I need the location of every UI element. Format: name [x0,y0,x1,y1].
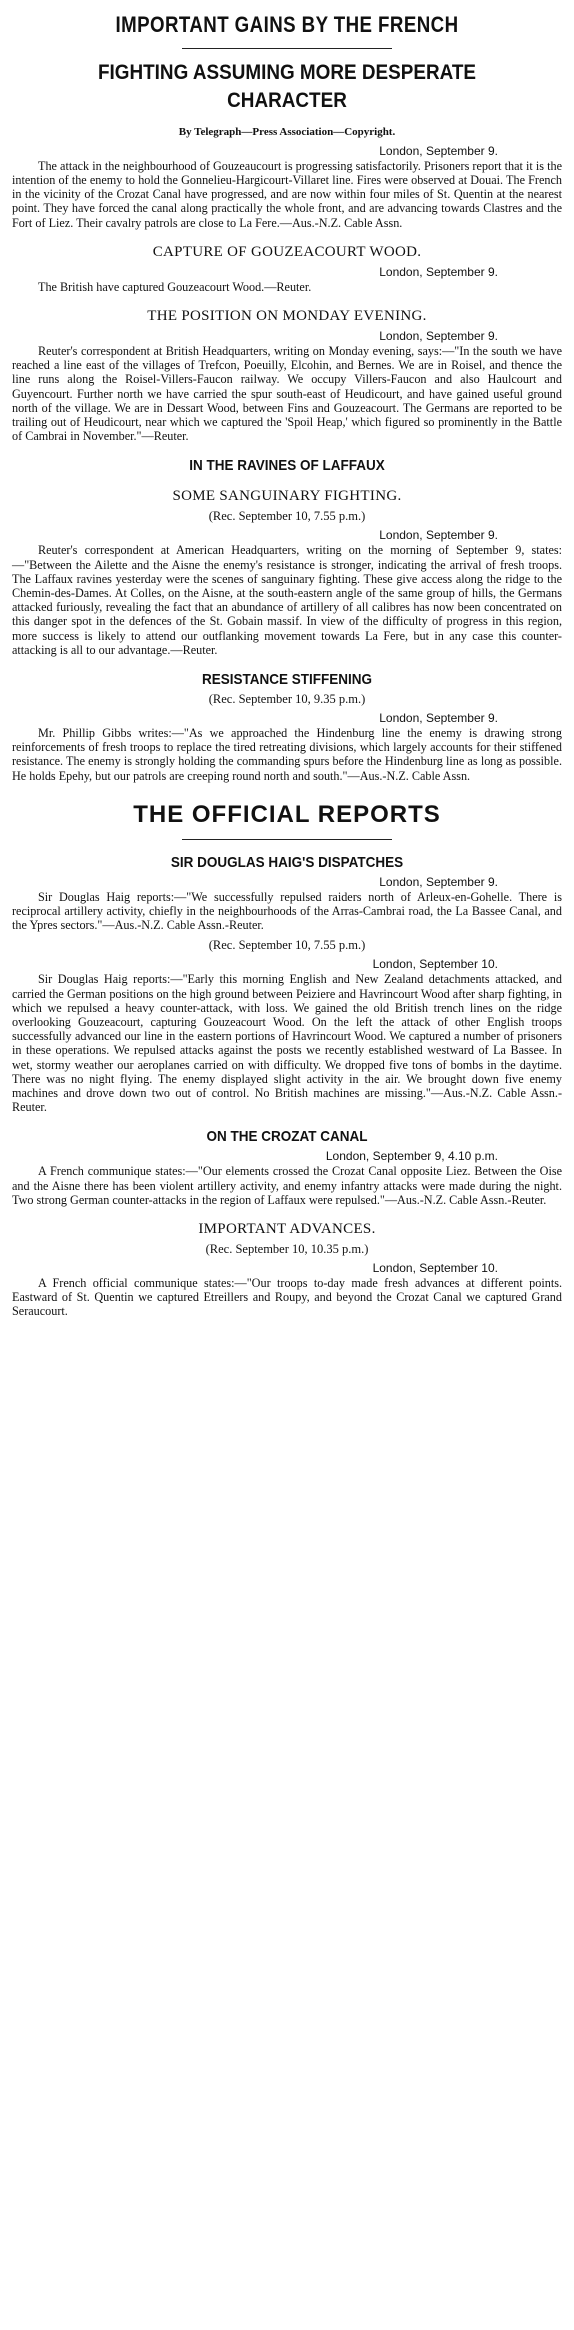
dateline: London, September 10. [372,1261,498,1276]
dateline: London, September 9. [379,874,498,889]
article-body: The British have captured Gouzeacourt Wood.—Reuter. [38,279,312,294]
section-heading: SIR DOUGLAS HAIG'S DISPATCHES [170,853,404,871]
article-haig [12,854,562,1115]
article-body: Reuter's correspondent at American Headquarters, writing on the morning of September 9, states:—"Between the Ailette and the Aisne the enemy's resistance is stronger, indicating the arrival of fresh troops. The Laffaux ravines yesterday were the scenes of sanguinary fighting. These give access along the ridge to the Chemin-des-Dames. At Colles, on the Aisne, at the south-eastern angle of the same group of hills, the Germans attacked furiously, revealing the fact that an abundance of artillery of all calibres has now been concentrated on this danger spot in the defences of the St. Gobain massif. In view of the difficulty of progress in this region, more success is likely to attend our outflanking movement towards La Fere, but in any case this counter-attacking is all to our advantage.—Reuter. [12,543,562,657]
article-gouzeaucourt [12,144,562,230]
article-body: Reuter's correspondent at British Headquarters, writing on Monday evening, says:—"In the south we have reached a line east of the villages of Trefcon, Poeuilly, Elcohin, and Bernes. We are in Roisel, and thence the line runs along the Roisel-Villers-Faucon railway. We occupy Villers-Faucon and also Haulcourt and Guyencourt. Further north we have carried the spur south-east of Heudicourt, and have gained useful ground north of the village. We are in Dessart Wood, between Fins and Gouzeacourt. The Germans are reported to be trailing out of Heudicourt, near which we captured the 'Spoil Heap,' which figured so prominently in the Battle of Cambrai in November."—Reuter. [12,343,562,444]
received-time: (Rec. September 10, 9.35 p.m.) [208,691,366,706]
received-time: (Rec. September 10, 7.55 p.m.) [208,509,366,524]
dateline: London, September 9, 4.10 p.m. [325,1149,498,1164]
dateline: London, September 9. [379,264,498,279]
article-body: A French communique states:—"Our elements crossed the Crozat Canal opposite Liez. Between the Oise and the Aisne there has been violent artillery activity, and enemy infantry attacks were made during the night. Two strong German counter-attacks in the region of Laffaux were repulsed."—Aus.-N.Z. Cable Assn.-Reuter. [12,1164,562,1207]
received-time: (Rec. September 10, 10.35 p.m.) [205,1242,369,1257]
section-heading: CAPTURE OF GOUZEACOURT WOOD. [152,243,422,260]
section-subheading: SOME SANGUINARY FIGHTING. [172,488,402,505]
article-body: A French official communique states:—"Our troops to-day made fresh advances at different points. Eastward of St. Quentin we captured Etreillers and Roupy, and beyond the Crozat Canal we captured Grand Seraucourt. [12,1276,562,1319]
article-body: The attack in the neighbourhood of Gouzeaucourt is progressing satisfactorily. Prisoners report that it is the intention of the enemy to hold the Gonnelieu-Hargicourt-Villaret line. Fires were observed at Douai. The French in the vicinity of the Crozat Canal have progressed, and are now within four miles of St. Quentin at the nearest point. They have forced the canal along practically the whole front, and are advancing towards Clastres and the Fort of Liez. Their cavalry patrols are close to La Fere.—Aus.-N.Z. Cable Assn. [12,158,562,230]
article-crozat [12,1128,562,1207]
article-body: Sir Douglas Haig reports:—"Early this morning English and New Zealand detachments attacked, and carried the German positions on the high ground between Peiziere and Havrincourt Wood after sharp fighting, in which we repulsed a heavy counter-attack, with loss. We gained the old British trench lines on the ridge overlooking Gouzeacourt, capturing Gouzeacourt Wood. On the left the attack of other English troops successfully advanced our line in the eastern portions of Havrincourt Wood. We captured a number of prisoners in these operations. We repulsed attacks against the posts we recently established westward of La Bassee. In wet, stormy weather our aeroplanes carried on with difficulty. We dropped five tons of bombs in the daytime. There was no night flying. The enemy displayed slight activity in the air. We brought down five enemy machines and drove down two out of control. No British machines are missing."—Aus.-N.Z. Cable Assn.-Reuter. [12,972,562,1115]
subheadline: FIGHTING ASSUMING MORE DESPERATE CHARACTER [97,61,477,113]
headline: IMPORTANT GAINS BY THE FRENCH [115,12,459,37]
section-heading: THE POSITION ON MONDAY EVENING. [147,307,427,324]
credit-line: By Telegraph—Press Association—Copyright. [178,125,396,138]
section-heading: IMPORTANT ADVANCES. [198,1221,376,1238]
received-time: (Rec. September 10, 7.55 p.m.) [208,938,366,953]
section-heading: RESISTANCE STIFFENING [201,670,373,688]
dateline: London, September 9. [379,143,498,158]
dateline: London, September 9. [379,328,498,343]
article-resistance [12,671,562,783]
section-heading: IN THE RAVINES OF LAFFAUX [189,457,385,475]
article-laffaux [12,457,562,657]
article-monday-evening [12,308,562,443]
divider [182,839,392,840]
article-advances [12,1221,562,1319]
article-body: Sir Douglas Haig reports:—"We successfully repulsed raiders north of Arleux-en-Gohelle. There is reciprocal artillery activity, chiefly in the neighbourhoods of the Arras-Cambrai road, the La Bassee Canal, and the Ypres sectors."—Aus.-N.Z. Cable Assn.-Reuter. [12,889,562,933]
article-capture-wood [12,244,562,294]
dateline: London, September 10. [372,957,498,972]
article-body: Mr. Phillip Gibbs writes:—"As we approached the Hindenburg line the enemy is drawing strong reinforcements of fresh troops to replace the tired retreating divisions, which largely accounts for their stiffened resistance. The enemy is strongly holding the commanding spurs before the Hindenburg line as long as possible. He holds Epehy, but our patrols are creeping round north and south."—Aus.-N.Z. Cable Assn. [12,725,562,783]
divider [182,48,392,49]
dateline: London, September 9. [379,528,498,543]
official-reports-heading: THE OFFICIAL REPORTS [133,800,441,828]
dateline: London, September 9. [379,710,498,725]
section-heading: ON THE CROZAT CANAL [206,1128,368,1146]
